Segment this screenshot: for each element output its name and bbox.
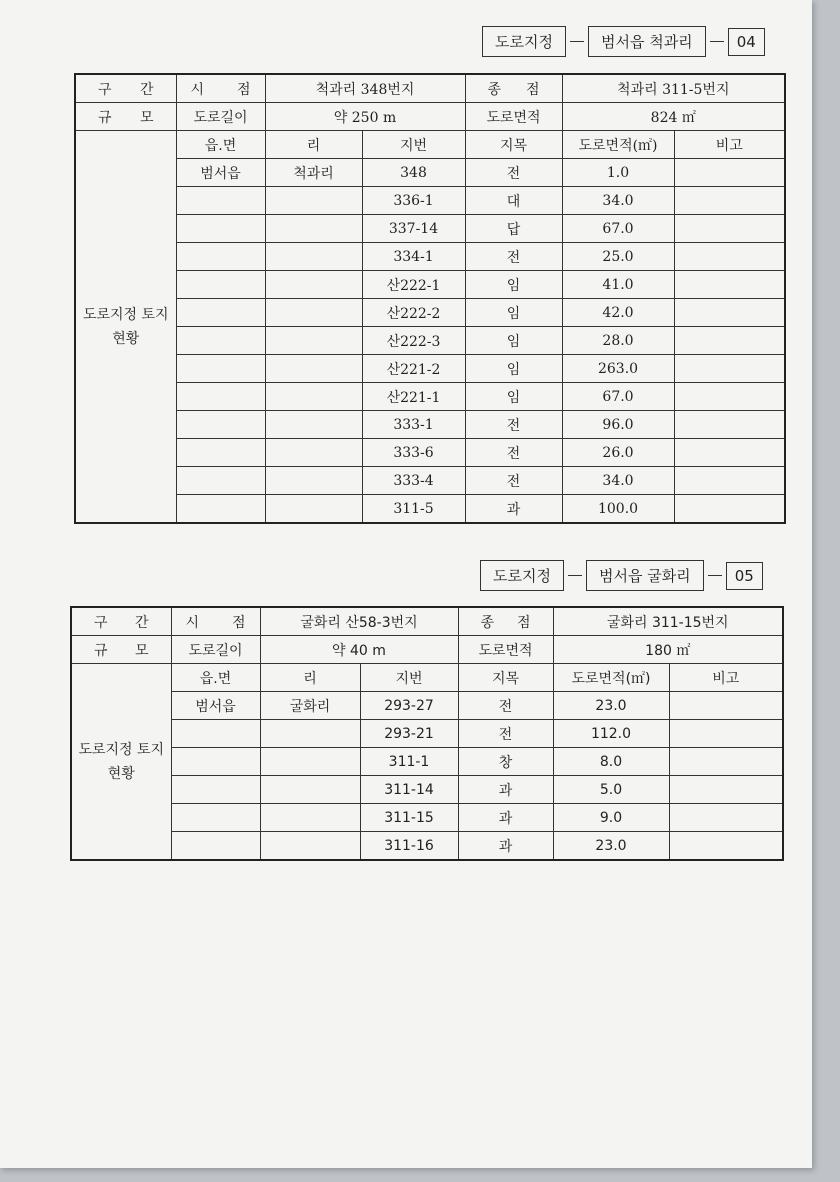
cell-village bbox=[265, 355, 362, 383]
section2-table bbox=[70, 606, 784, 861]
length-label: 도로길이 bbox=[171, 636, 260, 664]
cell-village bbox=[260, 804, 360, 832]
cell-town bbox=[176, 243, 265, 271]
cell-note bbox=[674, 439, 785, 467]
end-value: 척과리 311-5번지 bbox=[562, 74, 785, 103]
land-status-label: 도로지정 토지 현황 bbox=[75, 131, 176, 524]
end-label: 종 점 bbox=[458, 607, 553, 636]
cell-village bbox=[265, 439, 362, 467]
cell-village bbox=[260, 748, 360, 776]
cell-village bbox=[260, 832, 360, 861]
cell-lot: 산221-1 bbox=[362, 383, 465, 411]
cell-area: 100.0 bbox=[562, 495, 674, 524]
cell-area: 41.0 bbox=[562, 271, 674, 299]
cell-note bbox=[669, 692, 783, 720]
column-header: 지목 bbox=[465, 131, 562, 159]
start-label: 시 점 bbox=[171, 607, 260, 636]
table-row bbox=[71, 748, 783, 776]
cell-area: 67.0 bbox=[562, 383, 674, 411]
number-box: 05 bbox=[726, 562, 763, 590]
cell-land-type: 답 bbox=[465, 215, 562, 243]
cell-land-type: 창 bbox=[458, 748, 553, 776]
cell-lot: 311-15 bbox=[360, 804, 458, 832]
cell-note bbox=[669, 748, 783, 776]
cell-town bbox=[176, 495, 265, 524]
cell-land-type: 임 bbox=[465, 383, 562, 411]
table-row bbox=[75, 299, 785, 327]
cell-village bbox=[265, 215, 362, 243]
cell-lot: 293-27 bbox=[360, 692, 458, 720]
cell-lot: 336-1 bbox=[362, 187, 465, 215]
length-value: 약 250 m bbox=[265, 103, 465, 131]
cell-lot: 산222-3 bbox=[362, 327, 465, 355]
cell-village bbox=[265, 383, 362, 411]
cell-area: 42.0 bbox=[562, 299, 674, 327]
area-value: 824 ㎡ bbox=[562, 103, 785, 131]
cell-area: 26.0 bbox=[562, 439, 674, 467]
cell-note bbox=[674, 187, 785, 215]
cell-village: 척과리 bbox=[265, 159, 362, 187]
cell-lot: 311-5 bbox=[362, 495, 465, 524]
cell-area: 263.0 bbox=[562, 355, 674, 383]
cell-land-type: 전 bbox=[465, 411, 562, 439]
category-box: 도로지정 bbox=[482, 26, 566, 57]
number-box: 04 bbox=[728, 28, 765, 56]
land-status-label: 도로지정 토지 현황 bbox=[71, 664, 171, 861]
cell-village bbox=[265, 411, 362, 439]
cell-town bbox=[176, 383, 265, 411]
table-row bbox=[75, 411, 785, 439]
cell-area: 5.0 bbox=[553, 776, 669, 804]
length-label: 도로길이 bbox=[176, 103, 265, 131]
cell-lot: 348 bbox=[362, 159, 465, 187]
column-header: 리 bbox=[260, 664, 360, 692]
cell-note bbox=[669, 776, 783, 804]
cell-town bbox=[176, 411, 265, 439]
table-row bbox=[75, 355, 785, 383]
cell-land-type: 과 bbox=[458, 832, 553, 861]
column-header: 리 bbox=[265, 131, 362, 159]
cell-area: 112.0 bbox=[553, 720, 669, 748]
section2-header bbox=[480, 560, 763, 591]
cell-land-type: 전 bbox=[465, 159, 562, 187]
cell-lot: 337-14 bbox=[362, 215, 465, 243]
cell-note bbox=[674, 355, 785, 383]
cell-land-type: 전 bbox=[458, 720, 553, 748]
table-row bbox=[71, 804, 783, 832]
cell-area: 23.0 bbox=[553, 692, 669, 720]
column-header: 비고 bbox=[674, 131, 785, 159]
location-box: 범서읍 굴화리 bbox=[586, 560, 704, 591]
cell-land-type: 과 bbox=[458, 776, 553, 804]
cell-lot: 311-14 bbox=[360, 776, 458, 804]
table-row bbox=[75, 467, 785, 495]
cell-lot: 산222-2 bbox=[362, 299, 465, 327]
connector-line bbox=[570, 41, 584, 42]
cell-town bbox=[176, 215, 265, 243]
cell-note bbox=[674, 215, 785, 243]
cell-land-type: 대 bbox=[465, 187, 562, 215]
cell-lot: 334-1 bbox=[362, 243, 465, 271]
cell-lot: 산221-2 bbox=[362, 355, 465, 383]
section1-header bbox=[482, 26, 765, 57]
cell-lot: 311-16 bbox=[360, 832, 458, 861]
cell-note bbox=[674, 243, 785, 271]
cell-land-type: 전 bbox=[465, 439, 562, 467]
cell-note bbox=[674, 467, 785, 495]
cell-town bbox=[176, 355, 265, 383]
cell-village: 굴화리 bbox=[260, 692, 360, 720]
cell-area: 8.0 bbox=[553, 748, 669, 776]
scale-label: 규 모 bbox=[75, 103, 176, 131]
section1-table bbox=[74, 73, 786, 524]
table-row bbox=[75, 159, 785, 187]
column-header: 읍.면 bbox=[176, 131, 265, 159]
cell-note bbox=[674, 383, 785, 411]
column-header: 도로면적(㎡) bbox=[562, 131, 674, 159]
cell-note bbox=[674, 159, 785, 187]
cell-town bbox=[171, 832, 260, 861]
length-value: 약 40 m bbox=[260, 636, 458, 664]
table-row bbox=[75, 215, 785, 243]
cell-town: 범서읍 bbox=[171, 692, 260, 720]
cell-village bbox=[265, 495, 362, 524]
connector-line bbox=[568, 575, 582, 576]
table-row bbox=[71, 692, 783, 720]
cell-note bbox=[669, 832, 783, 861]
cell-village bbox=[260, 776, 360, 804]
cell-town bbox=[171, 720, 260, 748]
cell-lot: 333-4 bbox=[362, 467, 465, 495]
table-row bbox=[75, 327, 785, 355]
cell-land-type: 과 bbox=[465, 495, 562, 524]
cell-land-type: 임 bbox=[465, 355, 562, 383]
cell-town bbox=[176, 327, 265, 355]
cell-area: 34.0 bbox=[562, 187, 674, 215]
cell-village bbox=[260, 720, 360, 748]
table-row bbox=[75, 495, 785, 524]
area-label: 도로면적 bbox=[465, 103, 562, 131]
cell-note bbox=[674, 299, 785, 327]
column-header: 지번 bbox=[360, 664, 458, 692]
cell-lot: 293-21 bbox=[360, 720, 458, 748]
cell-area: 9.0 bbox=[553, 804, 669, 832]
cell-village bbox=[265, 271, 362, 299]
table-row bbox=[71, 776, 783, 804]
location-box: 범서읍 척과리 bbox=[588, 26, 706, 57]
table-row bbox=[75, 187, 785, 215]
cell-area: 96.0 bbox=[562, 411, 674, 439]
cell-town bbox=[176, 467, 265, 495]
table-row bbox=[75, 243, 785, 271]
table-row bbox=[71, 832, 783, 861]
cell-land-type: 전 bbox=[465, 467, 562, 495]
cell-town bbox=[176, 271, 265, 299]
cell-lot: 311-1 bbox=[360, 748, 458, 776]
column-header: 비고 bbox=[669, 664, 783, 692]
cell-town bbox=[176, 439, 265, 467]
cell-note bbox=[674, 327, 785, 355]
cell-note bbox=[674, 411, 785, 439]
cell-village bbox=[265, 187, 362, 215]
cell-note bbox=[669, 804, 783, 832]
cell-area: 25.0 bbox=[562, 243, 674, 271]
section-label: 구 간 bbox=[75, 74, 176, 103]
cell-village bbox=[265, 467, 362, 495]
end-value: 굴화리 311-15번지 bbox=[553, 607, 783, 636]
cell-land-type: 전 bbox=[465, 243, 562, 271]
column-header: 읍.면 bbox=[171, 664, 260, 692]
cell-town bbox=[171, 776, 260, 804]
cell-town bbox=[176, 187, 265, 215]
cell-note bbox=[674, 271, 785, 299]
cell-note bbox=[669, 720, 783, 748]
cell-town bbox=[171, 804, 260, 832]
end-label: 종 점 bbox=[465, 74, 562, 103]
connector-line bbox=[710, 41, 724, 42]
table-row bbox=[75, 439, 785, 467]
cell-note bbox=[674, 495, 785, 524]
cell-lot: 333-1 bbox=[362, 411, 465, 439]
column-header: 지번 bbox=[362, 131, 465, 159]
table-row bbox=[75, 271, 785, 299]
cell-area: 23.0 bbox=[553, 832, 669, 861]
cell-land-type: 과 bbox=[458, 804, 553, 832]
cell-area: 34.0 bbox=[562, 467, 674, 495]
cell-town: 범서읍 bbox=[176, 159, 265, 187]
column-header: 지목 bbox=[458, 664, 553, 692]
cell-village bbox=[265, 299, 362, 327]
area-value: 180 ㎡ bbox=[553, 636, 783, 664]
cell-lot: 산222-1 bbox=[362, 271, 465, 299]
table-row bbox=[75, 383, 785, 411]
cell-area: 28.0 bbox=[562, 327, 674, 355]
cell-lot: 333-6 bbox=[362, 439, 465, 467]
cell-area: 67.0 bbox=[562, 215, 674, 243]
start-value: 척과리 348번지 bbox=[265, 74, 465, 103]
cell-area: 1.0 bbox=[562, 159, 674, 187]
cell-land-type: 임 bbox=[465, 271, 562, 299]
cell-village bbox=[265, 327, 362, 355]
table-row bbox=[71, 720, 783, 748]
section-label: 구 간 bbox=[71, 607, 171, 636]
connector-line bbox=[708, 575, 722, 576]
cell-town bbox=[171, 748, 260, 776]
start-label: 시 점 bbox=[176, 74, 265, 103]
start-value: 굴화리 산58-3번지 bbox=[260, 607, 458, 636]
cell-town bbox=[176, 299, 265, 327]
cell-land-type: 임 bbox=[465, 327, 562, 355]
area-label: 도로면적 bbox=[458, 636, 553, 664]
scale-label: 규 모 bbox=[71, 636, 171, 664]
column-header: 도로면적(㎡) bbox=[553, 664, 669, 692]
category-box: 도로지정 bbox=[480, 560, 564, 591]
cell-village bbox=[265, 243, 362, 271]
cell-land-type: 전 bbox=[458, 692, 553, 720]
cell-land-type: 임 bbox=[465, 299, 562, 327]
